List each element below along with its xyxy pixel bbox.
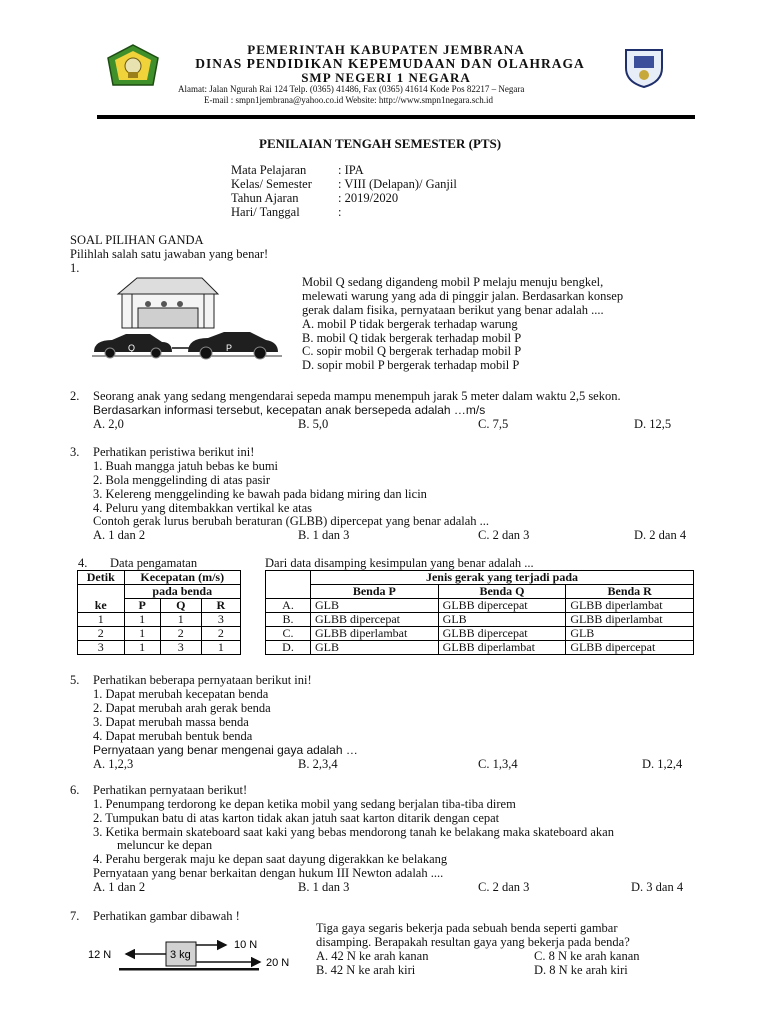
q7-stem-line: Tiga gaya segaris bekerja pada sebuah benda seperti gambar	[316, 921, 618, 935]
exam-title: PENILAIAN TENGAH SEMESTER (PTS)	[259, 136, 502, 151]
q3-option[interactable]: B. 1 dan 3	[298, 528, 350, 542]
q6-option[interactable]: D. 3 dan 4	[631, 880, 684, 894]
info-label: Kelas/ Semester	[231, 177, 312, 191]
q3-item: 2. Bola menggelinding di atas pasir	[93, 473, 271, 487]
q6-option[interactable]: B. 1 dan 3	[298, 880, 350, 894]
table-row: 3 1 3 1	[78, 641, 241, 655]
q7-stem-line: disamping. Berapakah resultan gaya yang bekerja pada benda?	[316, 935, 630, 949]
table-row[interactable]: C. GLBB diperlambat GLBB dipercepat GLB	[266, 627, 694, 641]
q3-question: Contoh gerak lurus berubah beraturan (GLBB) dipercepat yang benar adalah ...	[93, 514, 490, 528]
q2-stem: Berdasarkan informasi tersebut, kecepatan anak bersepeda adalah …m/s	[93, 403, 486, 417]
table-row: 2 1 2 2	[78, 627, 241, 641]
col-header: Q	[160, 599, 201, 613]
q4-data-title: Data pengamatan	[110, 556, 198, 570]
col-header: Benda P	[311, 585, 439, 599]
q4-right-title: Dari data disamping kesimpulan yang benar adalah ...	[265, 556, 534, 570]
q3-number: 3.	[70, 445, 80, 459]
q1-option[interactable]: A. mobil P tidak bergerak terhadap warung	[302, 317, 518, 331]
q2-number: 2.	[70, 389, 80, 403]
q2-option[interactable]: A. 2,0	[93, 417, 124, 431]
q6-number: 6.	[70, 783, 80, 797]
q4-answer-table	[265, 570, 694, 655]
q4-observation-table	[77, 570, 241, 655]
q1-stem-line: gerak dalam fisika, pernyataan berikut yang benar adalah ....	[302, 303, 604, 317]
table-row[interactable]: B. GLBB dipercepat GLB GLBB diperlambat	[266, 613, 694, 627]
info-value: : VIII (Delapan)/ Ganjil	[338, 177, 457, 191]
q3-item: 4. Peluru yang ditembakkan vertikal ke atas	[93, 501, 313, 515]
force-top-label: 10 N	[234, 939, 258, 951]
force-left-label: 12 N	[88, 949, 112, 961]
q1-option[interactable]: C. sopir mobil Q bergerak terhadap mobil P	[302, 344, 522, 358]
q6-item: meluncur ke depan	[117, 838, 213, 852]
info-label: Mata Pelajaran	[231, 163, 307, 177]
q5-option[interactable]: D. 1,2,4	[642, 757, 683, 771]
q5-option[interactable]: C. 1,3,4	[478, 757, 518, 771]
q3-option[interactable]: C. 2 dan 3	[478, 528, 530, 542]
col-header: Jenis gerak yang terjadi pada	[311, 571, 694, 585]
q5-item: 3. Dapat merubah massa benda	[93, 715, 249, 729]
col-header: Detik	[78, 571, 125, 585]
q5-question: Pernyataan yang benar mengenai gaya adalah …	[93, 743, 358, 757]
car-p-label: P	[226, 343, 233, 353]
car-q-label: Q	[128, 343, 136, 353]
q5-option[interactable]: A. 1,2,3	[93, 757, 134, 771]
q6-item: 3. Ketika bermain skateboard saat kaki yang bebas mendorong tanah ke belakang maka skateboard akan	[93, 825, 614, 839]
q5-item: 1. Dapat merubah kecepatan benda	[93, 687, 269, 701]
header-department: DINAS PENDIDIKAN KEPEMUDAAN DAN OLAHRAGA	[195, 56, 585, 71]
q6-stem: Perhatikan pernyataan berikut!	[93, 783, 248, 797]
info-value: :	[338, 205, 342, 219]
q3-item: 3. Kelereng menggelinding ke bawah pada bidang miring dan licin	[93, 487, 427, 501]
q5-item: 4. Dapat merubah bentuk benda	[93, 729, 253, 743]
table-row[interactable]: D. GLB GLBB diperlambat GLBB dipercepat	[266, 641, 694, 655]
q3-item: 1. Buah mangga jatuh bebas ke bumi	[93, 459, 279, 473]
table-row: 1 1 1 3	[78, 613, 241, 627]
q7-option[interactable]: D. 8 N ke arah kiri	[534, 963, 628, 977]
info-value: : 2019/2020	[338, 191, 399, 205]
q5-item: 2. Dapat merubah arah gerak benda	[93, 701, 271, 715]
q3-stem: Perhatikan peristiwa berikut ini!	[93, 445, 255, 459]
q7-number: 7.	[70, 909, 80, 923]
q7-option[interactable]: B. 42 N ke arah kiri	[316, 963, 416, 977]
info-label: Tahun Ajaran	[231, 191, 299, 205]
q7-stem: Perhatikan gambar dibawah !	[93, 909, 240, 923]
q1-option[interactable]: B. mobil Q tidak bergerak terhadap mobil P	[302, 331, 522, 345]
col-header: Benda Q	[438, 585, 566, 599]
q2-stem: Seorang anak yang sedang mengendarai sepeda mampu menempuh jarak 5 meter dalam waktu 2,5 sekon.	[93, 389, 621, 403]
col-header: Benda R	[566, 585, 694, 599]
q3-option[interactable]: A. 1 dan 2	[93, 528, 146, 542]
q7-option[interactable]: C. 8 N ke arah kanan	[534, 949, 640, 963]
school-logo-right	[622, 44, 666, 88]
info-label: Hari/ Tanggal	[231, 205, 300, 219]
q6-item: 2. Tumpukan batu di atas karton tidak akan jatuh saat karton ditarik dengan cepat	[93, 811, 500, 825]
header-contact: E-mail : smpn1jembrana@yahoo.co.id Website: http://www.smpn1negara.sch.id	[204, 95, 494, 105]
info-value: : IPA	[338, 163, 364, 177]
section-title: SOAL PILIHAN GANDA	[70, 233, 204, 247]
q6-question: Pernyataan yang benar berkaitan dengan hukum III Newton adalah ....	[93, 866, 444, 880]
col-header: P	[124, 599, 160, 613]
header-address: Alamat: Jalan Ngurah Rai 124 Telp. (0365) 41486, Fax (0365) 41614 Kode Pos 82217 – Negara	[178, 84, 525, 94]
q2-option[interactable]: D. 12,5	[634, 417, 672, 431]
q3-option[interactable]: D. 2 dan 4	[634, 528, 687, 542]
q6-item: 1. Penumpang terdorong ke depan ketika mobil yang sedang berjalan tiba-tiba direm	[93, 797, 516, 811]
q7-option[interactable]: A. 42 N ke arah kanan	[316, 949, 429, 963]
col-header: ke	[78, 599, 125, 613]
header-divider	[97, 115, 695, 119]
q1-number: 1.	[70, 261, 80, 275]
q1-option[interactable]: D. sopir mobil P bergerak terhadap mobil P	[302, 358, 520, 372]
force-right-label: 20 N	[266, 957, 290, 969]
col-header: Kecepatan (m/s)	[124, 571, 241, 585]
section-instruction: Pilihlah salah satu jawaban yang benar!	[70, 247, 269, 261]
col-header: pada benda	[124, 585, 241, 599]
q5-stem: Perhatikan beberapa pernyataan berikut ini!	[93, 673, 312, 687]
q1-illustration	[92, 276, 282, 364]
q2-option[interactable]: C. 7,5	[478, 417, 509, 431]
table-row[interactable]: A. GLB GLBB dipercepat GLBB diperlambat	[266, 599, 694, 613]
q1-stem-line: Mobil Q sedang digandeng mobil P melaju menuju bengkel,	[302, 275, 604, 289]
q7-force-diagram	[86, 932, 300, 974]
q4-number: 4.	[78, 556, 88, 570]
q6-option[interactable]: C. 2 dan 3	[478, 880, 530, 894]
q2-option[interactable]: B. 5,0	[298, 417, 329, 431]
mass-label: 3 kg	[170, 949, 191, 961]
q5-option[interactable]: B. 2,3,4	[298, 757, 338, 771]
col-header: R	[201, 599, 240, 613]
q1-stem-line: melewati warung yang ada di pinggir jalan. Berdasarkan konsep	[302, 289, 624, 303]
header-government: PEMERINTAH KABUPATEN JEMBRANA	[247, 42, 525, 57]
q5-number: 5.	[70, 673, 80, 687]
header-school: SMP NEGERI 1 NEGARA	[301, 70, 471, 85]
school-logo-left	[106, 44, 160, 88]
q6-option[interactable]: A. 1 dan 2	[93, 880, 146, 894]
q6-item: 4. Perahu bergerak maju ke depan saat dayung digerakkan ke belakang	[93, 852, 448, 866]
